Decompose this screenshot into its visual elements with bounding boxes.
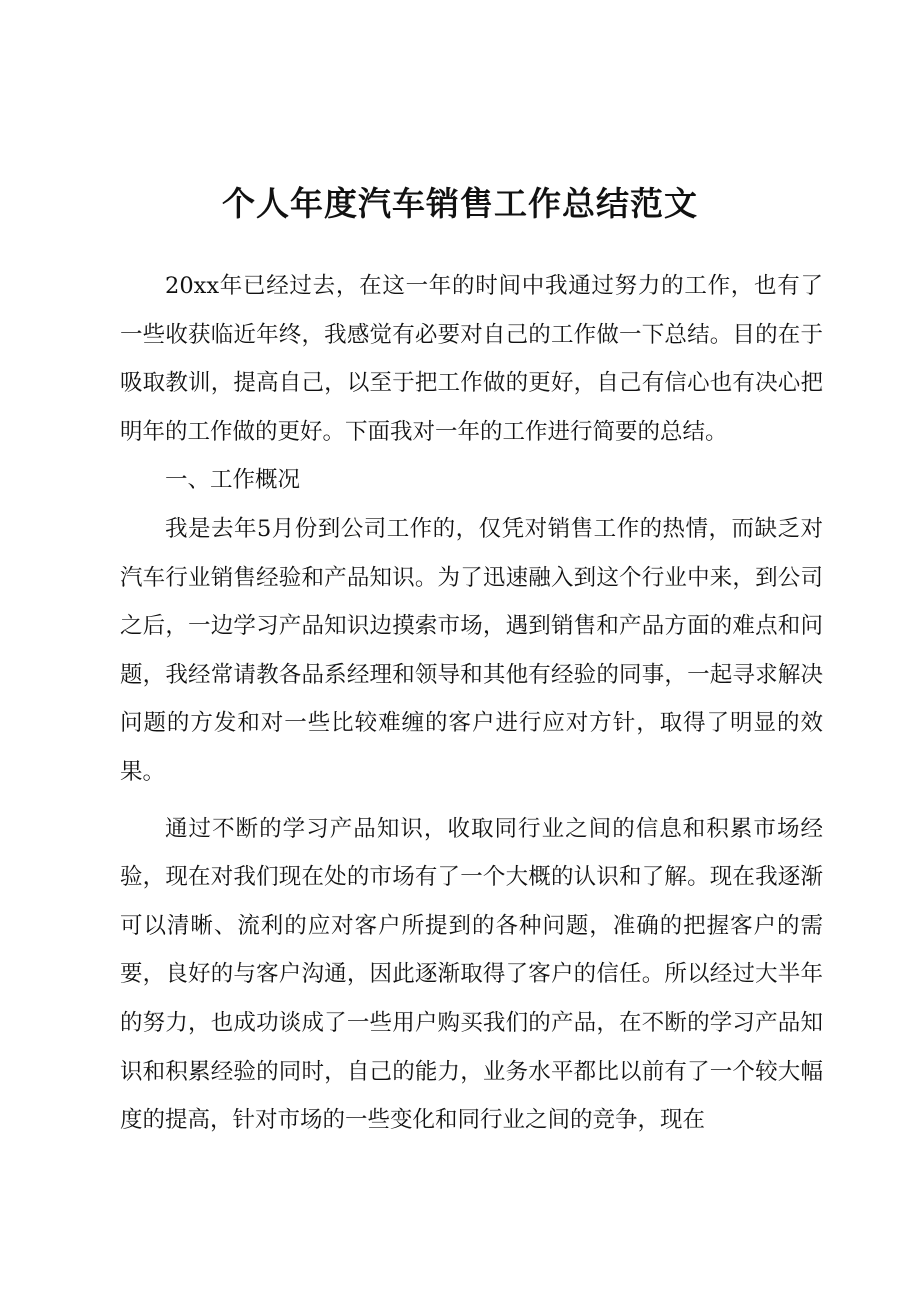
work-overview-paragraph: 我是去年5月份到公司工作的，仅凭对销售工作的热情，而缺乏对汽车行业销售经验和产品知识。为了迅速融入到这个行业中来，到公司之后，一边学习产品知识边摸索市场，遇到销售和产品方面的难点和问题，我经常请教各品系经理和领导和其他有经验的同事，一起寻求解决问题的方发和对一些比较难缠的客户进行应对方针，取得了明显的效果。: [120, 515, 823, 785]
section-heading-work-overview: 一、工作概况: [165, 467, 301, 494]
intro-paragraph: 20xx年已经过去，在这一年的时间中我通过努力的工作，也有了一些收获临近年终，我感觉有必要对自己的工作做一下总结。目的在于吸取教训，提高自己，以至于把工作做的更好，自己有信心也有决心把明年的工作做的更好。下面我对一年的工作进行简要的总结。: [120, 273, 823, 445]
document-title: 个人年度汽车销售工作总结范文: [222, 184, 698, 224]
paragraph-spacer: [120, 797, 823, 805]
learning-progress-paragraph: 通过不断的学习产品知识，收取同行业之间的信息和积累市场经验，现在对我们现在处的市场有了一个大概的认识和了解。现在我逐渐可以清晰、流利的应对客户所提到的各种问题，准确的把握客户的需要，良好的与客户沟通，因此逐渐取得了客户的信任。所以经过大半年的努力，也成功谈成了一些用户购买我们的产品，在不断的学习产品知识和积累经验的同时，自己的能力，业务水平都比以前有了一个较大幅度的提高，针对市场的一些变化和同行业之间的竞争，现在: [120, 815, 823, 1134]
document-body: [120, 262, 823, 1145]
